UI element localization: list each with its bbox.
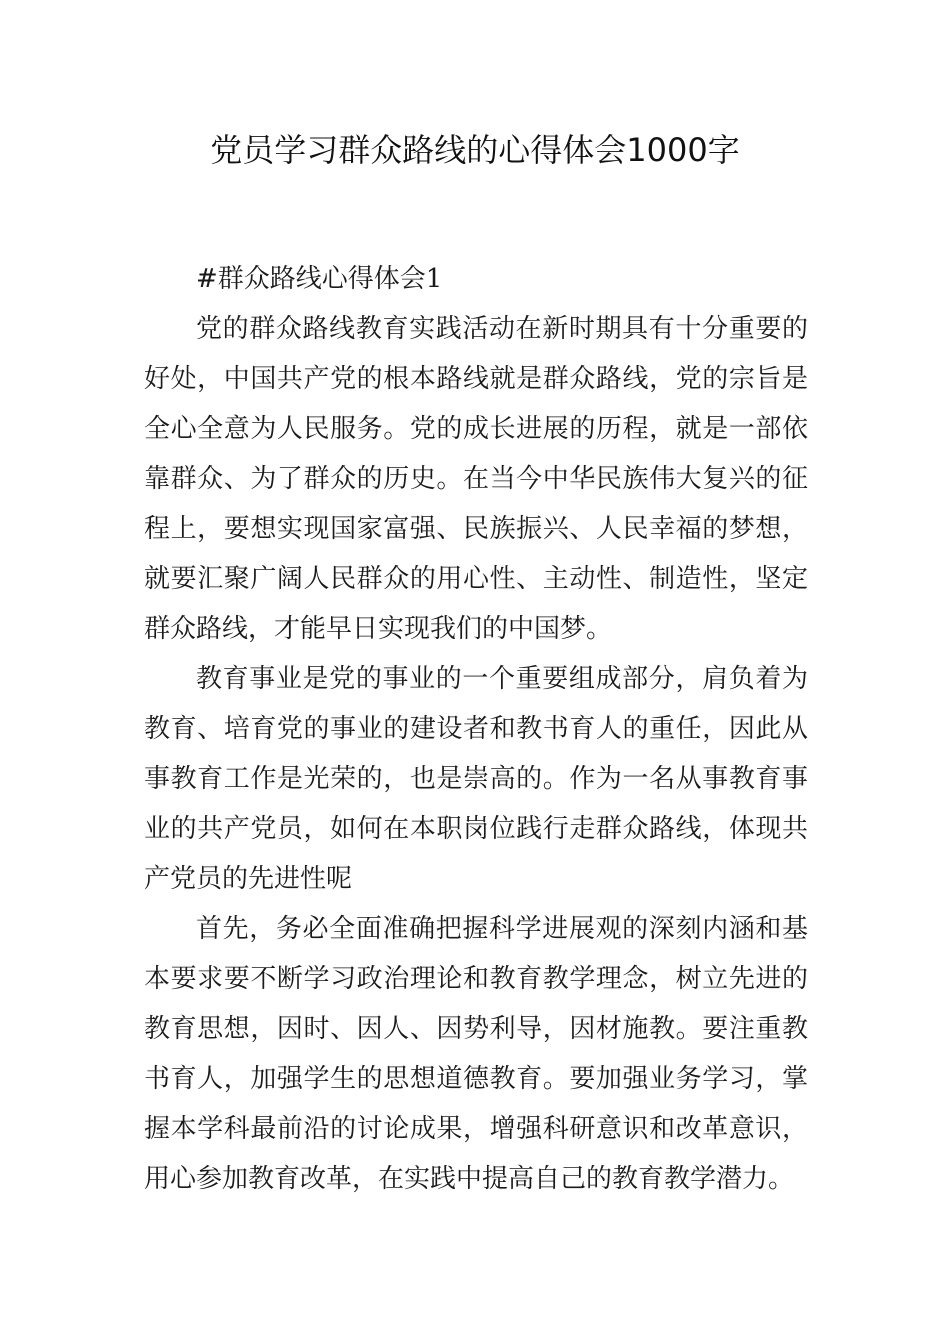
document-title: 党员学习群众路线的心得体会1000字 xyxy=(210,131,740,169)
paragraph-2: 教育事业是党的事业的一个重要组成部分，肩负着为教育、培育党的事业的建设者和教书育人的重任，因此从事教育工作是光荣的，也是崇高的。作为一名从事教育事业的共产党员，如何在本职岗位践行走群众路线，体现共产党员的先进性呢 xyxy=(144,664,808,894)
paragraph-1: 党的群众路线教育实践活动在新时期具有十分重要的好处，中国共产党的根本路线就是群众路线，党的宗旨是全心全意为人民服务。党的成长进展的历程，就是一部依靠群众、为了群众的历史。在当今中华民族伟大复兴的征程上，要想实现国家富强、民族振兴、人民幸福的梦想，就要汇聚广阔人民群众的用心性、主动性、制造性，坚定群众路线，才能早日实现我们的中国梦。 xyxy=(144,314,808,644)
section-heading: #群众路线心得体会1 xyxy=(196,264,443,294)
paragraph-3: 首先，务必全面准确把握科学进展观的深刻内涵和基本要求要不断学习政治理论和教育教学理念，树立先进的教育思想，因时、因人、因势利导，因材施教。要注重教书育人，加强学生的思想道德教育。要加强业务学习，掌握本学科最前沿的讨论成果，增强科研意识和改革意识，用心参加教育改革，在实践中提高自己的教育教学潜力。 xyxy=(144,914,808,1194)
document-body xyxy=(144,254,808,1204)
